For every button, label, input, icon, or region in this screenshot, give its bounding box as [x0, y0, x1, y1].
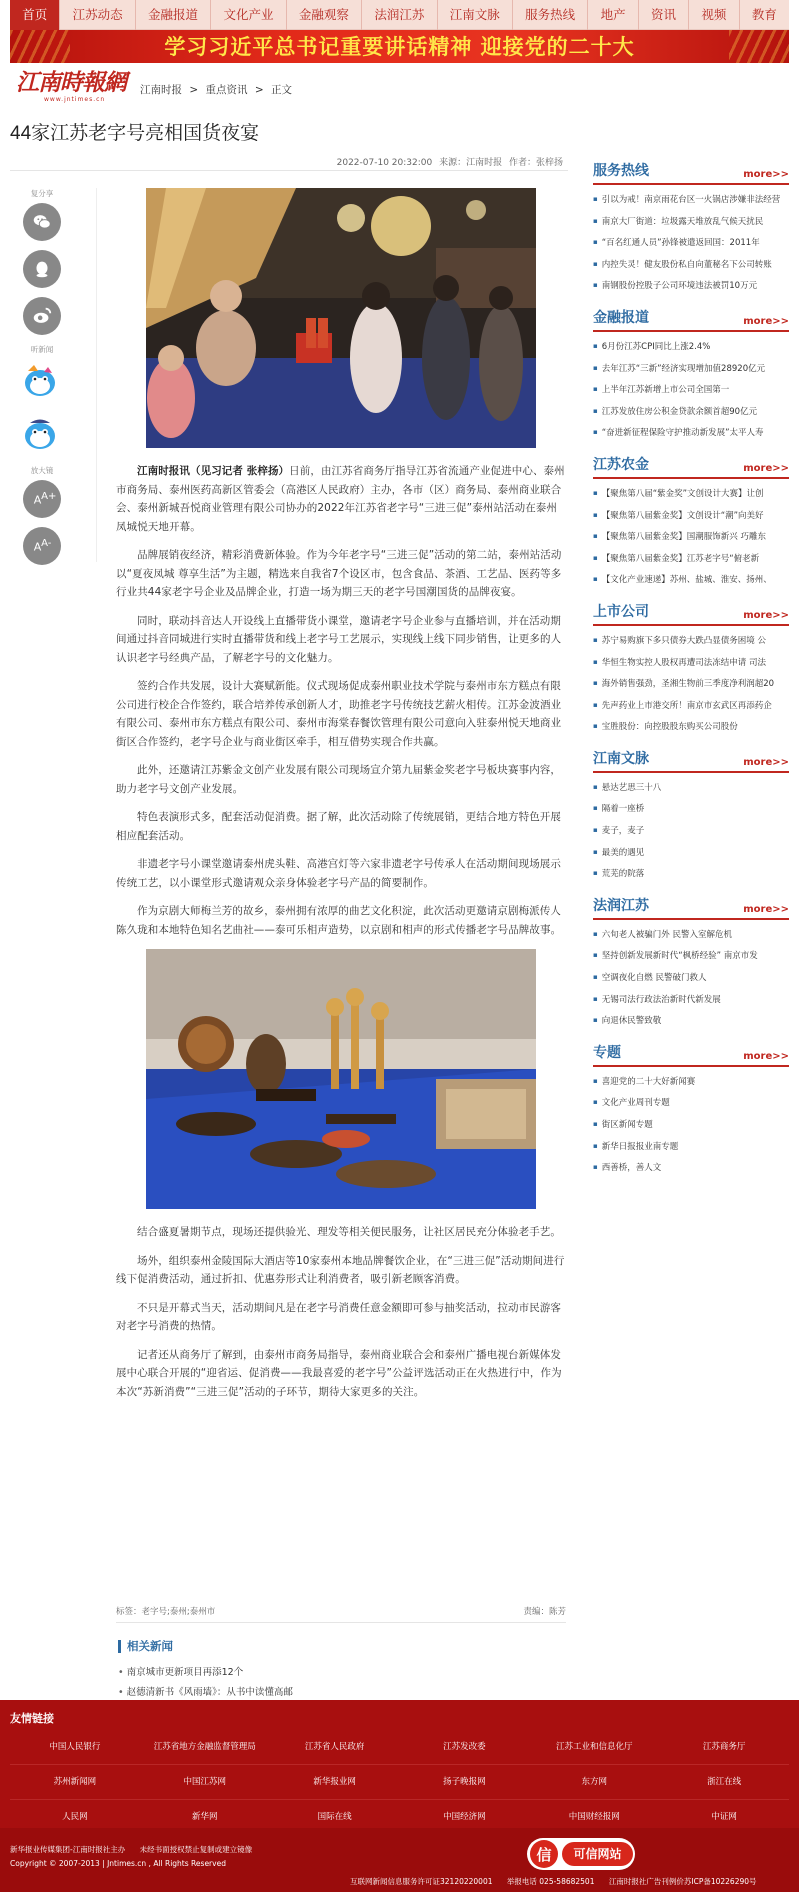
- sidebar-list-item[interactable]: ▪ 街区新闻专题: [593, 1114, 789, 1136]
- qq-share-icon[interactable]: [23, 250, 61, 288]
- article-footer: [116, 1605, 566, 1617]
- news-license: 互联网新闻信息服务许可证32120220001: [350, 1877, 493, 1886]
- report-phone: 举报电话 025-58682501: [506, 1877, 595, 1886]
- divider: [116, 1622, 566, 1623]
- friend-link[interactable]: 新华网: [191, 1812, 218, 1822]
- nav-item[interactable]: 教育: [751, 6, 777, 22]
- nav-item[interactable]: 江南文脉: [438, 0, 513, 30]
- article-paragraph: [116, 462, 566, 536]
- copyright-area: [0, 1828, 799, 1892]
- svg-text:A: A: [33, 493, 42, 507]
- sidebar-list-item[interactable]: ▪ 上半年江苏新增上市公司全国第一: [593, 379, 789, 401]
- sidebar-list: [593, 1071, 789, 1179]
- ribbon-decoration: [10, 30, 70, 63]
- article-lead-text: 日前，由江苏省商务厅指导江苏省流通产业促进中心、泰州市商务局、泰州医药高新区管委会（高港区人民政府）主办，各市（区）商务局、泰州商业联合会、泰州新城吾悦商业管理有限公司协办的2022年江苏省老字号“三进三促”泰州站活动在泰州凤城悦天地开幕。: [116, 465, 565, 533]
- copyright-notice: 未经书面授权禁止复制或建立镜像: [139, 1845, 253, 1854]
- article-photo-exhibition: [146, 188, 536, 448]
- sidebar-list-item[interactable]: ▪ 华恒生物实控人股权再遭司法冻结申请 司法: [593, 652, 789, 674]
- listen-mascot-icon[interactable]: [20, 361, 60, 401]
- copyright-owner: 新华报业传媒集团-江南时报社主办: [10, 1845, 126, 1854]
- divider: [96, 188, 97, 562]
- article-author: 作者：张梓扬: [508, 158, 563, 168]
- sidebar-section: [593, 310, 789, 444]
- article-paragraph: 特色表演形式多，配套活动促消费。据了解，此次活动除了传统展销，更结合地方特色开展相应配套活动。: [116, 811, 561, 842]
- sidebar-list: [593, 924, 789, 1032]
- nav-item[interactable]: 法润江苏: [362, 0, 437, 30]
- sidebar-list-item[interactable]: ▪ 去年江苏“三新”经济实现增加值28920亿元: [593, 358, 789, 380]
- friend-link[interactable]: 东方网: [529, 1765, 659, 1800]
- article-paragraph: 品牌展销夜经济，精彩消费新体验。作为今年老字号“三进三促”活动的第二站，泰州站活动以“夏夜凤城 尊享生活”为主题，精选来自我省7个设区市，包含食品、茶酒、工艺品、医药等多行业共44家老字号企业及品牌企业，打造一场为期三天的老字号国潮国货的品牌夜宴。: [116, 549, 562, 598]
- nav-item[interactable]: 视频: [689, 0, 739, 30]
- sidebar-section-header: [593, 604, 789, 626]
- related-news-item[interactable]: • 赵德清新书《风雨墙》：从书中读懂高邮: [118, 1683, 293, 1703]
- breadcrumb-separator: >: [254, 84, 264, 96]
- nav-item[interactable]: 江苏动态: [60, 0, 135, 30]
- wechat-share-icon[interactable]: [23, 203, 61, 241]
- article-title: 44家江苏老字号亮相国货夜宴: [10, 123, 260, 144]
- sidebar-list-item[interactable]: ▪ 先声药业上市港交所！南京市玄武区再添药企: [593, 695, 789, 717]
- friend-link[interactable]: 江苏省地方金融监督管理局: [140, 1730, 270, 1765]
- sidebar-list: [593, 189, 789, 297]
- friend-link[interactable]: 苏州新闻网: [10, 1765, 140, 1800]
- svg-text:A-: A-: [41, 538, 52, 549]
- sidebar-section-title[interactable]: 法润江苏: [593, 897, 649, 914]
- nav-item[interactable]: 文化产业: [211, 0, 286, 30]
- friend-link[interactable]: 江苏商务厅: [659, 1730, 789, 1765]
- friend-link[interactable]: 人民网: [62, 1812, 88, 1822]
- friend-link[interactable]: 中证网: [711, 1812, 737, 1822]
- friend-link[interactable]: 扬子晚报网: [399, 1765, 529, 1800]
- copyright-line: [10, 1844, 264, 1855]
- friend-link[interactable]: 中国江苏网: [140, 1765, 270, 1800]
- sidebar-list-item[interactable]: ▪ 文化产业周刊专题: [593, 1092, 789, 1114]
- more-link[interactable]: more>>: [743, 903, 789, 915]
- sidebar-section-header: [593, 751, 789, 773]
- article-photo-crafts: [146, 949, 536, 1209]
- sidebar: [593, 163, 789, 1192]
- article-paragraph: 不只是开幕式当天，活动期间凡是在老字号消费任意金额即可参与抽奖活动，拉动市民游客对老字号消费的热情。: [116, 1301, 561, 1332]
- sidebar-section-header: [593, 1045, 789, 1067]
- sidebar-section-title[interactable]: 江苏农金: [593, 456, 649, 473]
- breadcrumb-current: 正文: [271, 84, 292, 96]
- copyright-text: Copyright © 2007-2013 | Jntimes.cn , All Rights Reserved: [10, 1859, 226, 1868]
- more-link[interactable]: more>>: [743, 756, 789, 768]
- sidebar-list-item[interactable]: ▪ 【文化产业速递】苏州、盐城、淮安、扬州、: [593, 569, 789, 591]
- sidebar-list: [593, 630, 789, 738]
- friend-link[interactable]: 中国财经报网: [568, 1812, 620, 1822]
- sidebar-list: [593, 336, 789, 444]
- friend-links-title: 友情链接: [10, 1712, 54, 1725]
- sidebar-section-title[interactable]: 金融报道: [593, 309, 649, 326]
- nav-item[interactable]: 首页: [10, 0, 60, 30]
- more-link[interactable]: more>>: [743, 169, 789, 180]
- trusted-site-icon: 信: [530, 1840, 558, 1868]
- sidebar-list-item[interactable]: ▪ 最美的遇见: [593, 842, 789, 864]
- article-paragraph: 非遗老字号小课堂邀请泰州虎头鞋、高港宫灯等六家非遗老字号传承人在活动期间现场展示传统工艺，以小课堂形式邀请观众亲身体验老字号产品的简要制作。: [116, 858, 561, 889]
- svg-text:A: A: [33, 540, 42, 554]
- font-size-label: 放大镜: [30, 466, 54, 475]
- trusted-site-label: 可信网站: [562, 1842, 633, 1866]
- sidebar-section-title[interactable]: 专题: [593, 1044, 621, 1061]
- sidebar-section-header: [593, 457, 789, 479]
- sidebar-list-item[interactable]: ▪ 空调夜化自燃 民警破门救人: [593, 967, 789, 989]
- sidebar-list-item[interactable]: ▪ 荒芜的院落: [593, 863, 789, 885]
- breadcrumb-separator: >: [189, 84, 199, 96]
- sidebar-list-item[interactable]: ▪ 新华日报报业南专题: [593, 1136, 789, 1158]
- sidebar-list-item[interactable]: ▪ 南京大厂街道：垃圾露天堆放乱气候天扰民: [593, 211, 789, 233]
- sidebar-list-item[interactable]: ▪ 喜迎党的二十大好新闻赛: [593, 1071, 789, 1093]
- sidebar-list-item[interactable]: ▪ 【聚焦第八届紫金奖】国潮服饰新兴 巧雕东: [593, 526, 789, 548]
- font-decrease-icon[interactable]: [23, 527, 61, 565]
- friend-link[interactable]: 浙江在线: [659, 1765, 789, 1800]
- listen-mascot-icon[interactable]: [20, 414, 60, 454]
- article-lead: 江南时报讯（见习记者 张梓扬）: [137, 465, 290, 477]
- friend-link[interactable]: 国际在线: [317, 1812, 352, 1822]
- sidebar-list: [593, 777, 789, 885]
- nav-item[interactable]: 金融报道: [136, 0, 211, 30]
- font-increase-icon[interactable]: [23, 480, 61, 518]
- article-paragraph: 此外，还邀请江苏紫金文创产业发展有限公司现场宣介第九届紫金奖老字号板块赛事内容，助力老字号文创产业发展。: [116, 764, 561, 795]
- sidebar-list-item[interactable]: ▪ 【聚焦第八届紫金奖】江苏老字号“俯老新: [593, 548, 789, 570]
- friend-link[interactable]: 江苏工业和信息化厅: [529, 1730, 659, 1765]
- nav-item[interactable]: 资讯: [639, 0, 689, 30]
- sidebar-list-item[interactable]: ▪ “奋进新征程保险守护推动新发展”太平人寿: [593, 422, 789, 444]
- sidebar-section-header: [593, 163, 789, 185]
- site-logo[interactable]: [16, 70, 128, 106]
- article-paragraph: 记者还从商务厅了解到，由泰州市商务局指导，泰州商业联合会和泰州广播电视台新媒体发展中心联合开展的“迎省运、促消费——我最喜爱的老字号”公益评选活动正在火热进行中，作为本次“苏新消费”“三进三促”活动的子环节，期待大家更多的关注。: [116, 1348, 562, 1398]
- related-news-title: 相关新闻: [118, 1640, 173, 1653]
- svg-text:A+: A+: [41, 491, 57, 502]
- sidebar-section: [593, 457, 789, 591]
- sidebar-section-title[interactable]: 江南文脉: [593, 750, 649, 767]
- logo-subtext: www.jntimes.cn: [44, 96, 106, 103]
- sidebar-section-title[interactable]: 上市公司: [593, 603, 649, 620]
- sidebar-list-item[interactable]: ▪ 苏宁易购旗下多只债券大跌凸显债务困境 公: [593, 630, 789, 652]
- friend-link[interactable]: 江苏省人民政府: [270, 1730, 400, 1765]
- listen-label: 听新闻: [30, 345, 54, 354]
- license-line: [350, 1876, 769, 1887]
- more-link[interactable]: more>>: [743, 462, 789, 474]
- nav-item[interactable]: 地产: [588, 0, 638, 30]
- friend-link[interactable]: 江苏发改委: [399, 1730, 529, 1765]
- sidebar-list-item[interactable]: ▪ “百名红通人员”孙锋被遣返回国：2011年: [593, 232, 789, 254]
- friend-links-grid: [10, 1730, 789, 1834]
- sidebar-list-item[interactable]: ▪ 悬达艺思三十八: [593, 777, 789, 799]
- sidebar-list-item[interactable]: ▪ 江苏发放住房公积金贷款余额首超90亿元: [593, 401, 789, 423]
- sidebar-section-header: [593, 898, 789, 920]
- article-date: 2022-07-10 20:32:00: [336, 158, 433, 168]
- related-news-list: [118, 1663, 293, 1703]
- nav-item[interactable]: 金融观察: [287, 0, 362, 30]
- divider: [10, 170, 568, 171]
- sidebar-section-title[interactable]: 服务热线: [593, 163, 649, 179]
- sidebar-list-item[interactable]: ▪ 六旬老人被骗门外 民警入室解危机: [593, 924, 789, 946]
- share-panel: [20, 188, 64, 574]
- sidebar-list-item[interactable]: ▪ 【聚焦第八届“紫金奖”文创设计大赛】让创: [593, 483, 789, 505]
- article-tags: 标签：老字号;泰州;泰州市: [116, 1607, 216, 1617]
- ribbon-decoration: [729, 30, 789, 63]
- breadcrumb: [140, 82, 296, 97]
- sidebar-section: [593, 751, 789, 885]
- article-paragraph: 同时，联动抖音达人开设线上直播带货小课堂，邀请老字号企业参与直播培训，并在活动期间通过抖音同城进行实时直播带货和线上老字号工艺展示，实现线上线下同步销售，让更多的人认识老字号经典产品，了解老字号的文化魅力。: [116, 614, 562, 664]
- breadcrumb-section[interactable]: 重点资讯: [205, 84, 248, 96]
- sidebar-list: [593, 483, 789, 591]
- article-paragraph: 场外，组织泰州金陵国际大酒店等10家泰州本地品牌餐饮企业，在“三进三促”活动期间进行线下促消费活动，通过折扣、优惠券形式让利消费者，吸引新老顾客消费。: [116, 1254, 565, 1285]
- sidebar-section: [593, 163, 789, 297]
- more-link[interactable]: more>>: [743, 609, 789, 621]
- icp-record: 江南时报社广告刊例价苏ICP备10226290号: [608, 1877, 757, 1886]
- sidebar-section: [593, 898, 789, 1032]
- sidebar-list-item[interactable]: ▪ 坚持创新发展新时代“枫桥经验” 南京市发: [593, 945, 789, 967]
- sidebar-section: [593, 1045, 789, 1179]
- sidebar-list-item[interactable]: ▪ 向退休民警致敬: [593, 1010, 789, 1032]
- weibo-share-icon[interactable]: [23, 297, 61, 335]
- sidebar-section-header: [593, 310, 789, 332]
- slogan-banner: [10, 30, 789, 63]
- sidebar-list-item[interactable]: ▪ 宝胜股份：向控股股东购买公司股份: [593, 716, 789, 738]
- article-source: 来源：江南时报: [439, 158, 503, 168]
- article-paragraph: 签约合作共发展，设计大赛赋新能。仪式现场促成泰州职业技术学院与泰州市东方糕点有限公司进行校企合作签约，联合培养传承创新人才，助推老字号传统技艺薪火相传。江苏金波酒业有限公司、泰州市东方糕点有限公司、泰州市海棠春餐饮管理有限公司意向入驻泰州悦天地商业街区合作签约，老字号企业与商业街区牵手，相互借势实现合作共赢。: [116, 680, 562, 748]
- article-meta: [333, 155, 563, 168]
- friend-link[interactable]: 新华报业网: [270, 1765, 400, 1800]
- article-body: [116, 188, 566, 1411]
- more-link[interactable]: more>>: [743, 1050, 789, 1062]
- article-paragraph: 作为京剧大师梅兰芳的故乡，泰州拥有浓厚的曲艺文化积淀，此次活动更邀请京剧梅派传人陈久珑和本地特色知名艺曲社——泰可乐相声造势，以京剧和相声的形式传播老字号品牌故事。: [116, 905, 562, 936]
- sidebar-list-item[interactable]: ▪ 麦子，麦子: [593, 820, 789, 842]
- article-editor: 责编：陈芳: [523, 1607, 566, 1617]
- article-paragraph: 结合盛夏暑期节点，现场还提供验光、理发等相关便民服务，让社区居民充分体验老手艺。: [137, 1226, 561, 1238]
- nav-item[interactable]: 服务热线: [513, 0, 588, 30]
- friend-link[interactable]: 中国人民银行: [10, 1730, 140, 1765]
- sidebar-list-item[interactable]: ▪ 内控失灵！健友股份私自向董秘名下公司转账: [593, 254, 789, 276]
- banner-text: 学习习近平总书记重要讲话精神 迎接党的二十大: [164, 34, 635, 59]
- sidebar-list-item[interactable]: ▪ 6月份江苏CPI同比上涨2.4%: [593, 336, 789, 358]
- sidebar-list-item[interactable]: ▪ 无锡司法行政法治新时代新发展: [593, 989, 789, 1011]
- sidebar-list-item[interactable]: ▪ 西善桥，善人文: [593, 1157, 789, 1179]
- sidebar-list-item[interactable]: ▪ 南钢股份控股子公司环境违法被罚10万元: [593, 275, 789, 297]
- sidebar-list-item[interactable]: ▪ 隔着一座桥: [593, 798, 789, 820]
- sidebar-list-item[interactable]: ▪ 海外销售强劲，圣湘生物前三季度净利润超20: [593, 673, 789, 695]
- sidebar-list-item[interactable]: ▪ 引以为戒！南京雨花台区一火锅店涉嫌非法经营: [593, 189, 789, 211]
- trusted-site-badge[interactable]: [527, 1838, 635, 1870]
- more-link[interactable]: more>>: [743, 315, 789, 327]
- logo-text: 江南時報網: [16, 69, 126, 96]
- sidebar-list-item[interactable]: ▪ 【聚焦第八届紫金奖】文创设计“潮”向美好: [593, 505, 789, 527]
- share-label: 复分享: [30, 189, 54, 198]
- friend-link[interactable]: 中国经济网: [443, 1812, 486, 1822]
- footer: [0, 1700, 799, 1892]
- sidebar-section: [593, 604, 789, 738]
- related-news-item[interactable]: • 南京城市更新项目再添12个: [118, 1663, 293, 1683]
- breadcrumb-home[interactable]: 江南时报: [140, 84, 182, 96]
- top-navigation: [10, 0, 789, 30]
